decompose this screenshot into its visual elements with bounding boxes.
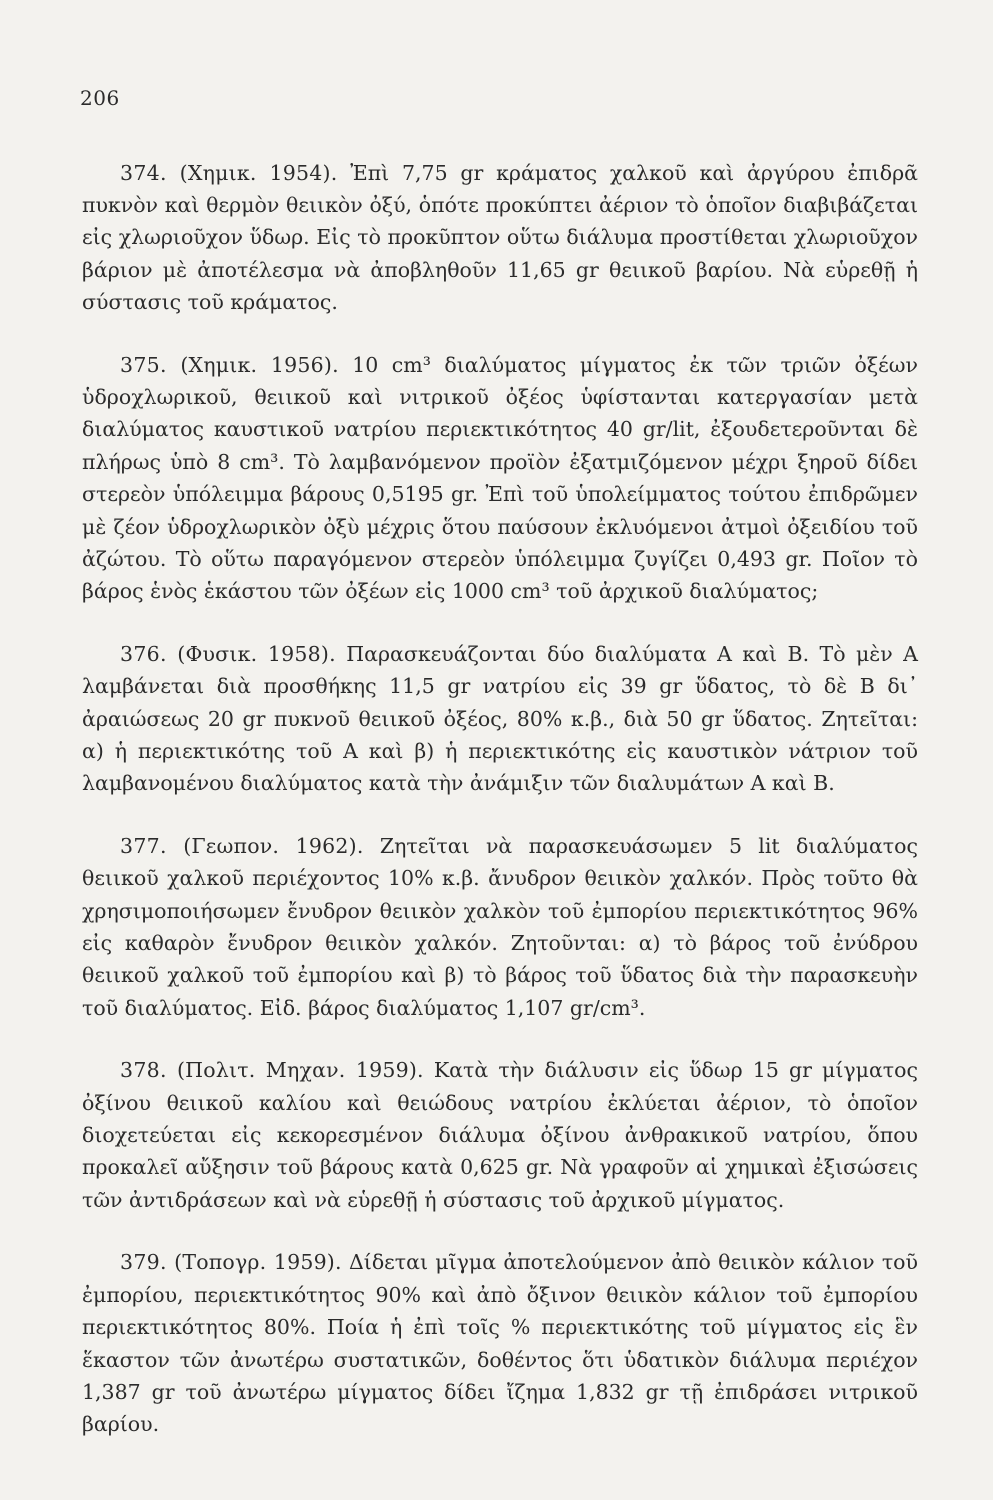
problem-376 — [82, 638, 918, 800]
problem-source: (Πολιτ. Μηχαν. 1959). — [176, 1058, 424, 1083]
problem-text: Ζητεῖται νὰ παρασκευάσωμεν 5 lit διαλύματος θειικοῦ χαλκοῦ περιέχοντος 10% κ.β. ἄνυδρον θειικὸν χαλκόν. Πρὸς τοῦτο θὰ χρησιμοποιήσωμεν ἔνυδρον θειικὸν χαλκὸν τοῦ ἐμπορίου περιεκτικότητος 96% εἰς καθαρὸν ἔνυδρον θειικὸν χαλκόν. Ζητοῦνται: α) τὸ βάρος τοῦ ἐνύδρου θειικοῦ χαλκοῦ τοῦ ἐμπορίου καὶ β) τὸ βάρος τοῦ ὕδατος διὰ τὴν παρασκευὴν τοῦ διαλύματος. Εἰδ. βάρος διαλύματος 1,107 gr/cm³. — [82, 833, 918, 1020]
problem-source: (Γεωπον. 1962). — [183, 833, 364, 858]
problem-source: (Χημικ. 1956). — [180, 352, 339, 377]
problem-374 — [82, 157, 918, 319]
problem-text: Κατὰ τὴν διάλυσιν εἰς ὕδωρ 15 gr μίγματος ὀξίνου θειικοῦ καλίου καὶ θειώδους νατρίου ἐκλύεται ἀέριον, τὸ ὁποῖον διοχετεύεται εἰς κεκορεσμένον διάλυμα ὀξίνου ἀνθρακικοῦ νατρίου, ὅπου προκαλεῖ αὔξησιν τοῦ βάρους κατὰ 0,625 gr. Νὰ γραφοῦν αἱ χημικαὶ ἐξισώσεις τῶν ἀντιδράσεων καὶ νὰ εὑρεθῇ ἡ σύστασις τοῦ ἀρχικοῦ μίγματος. — [82, 1058, 918, 1212]
problem-377 — [82, 830, 918, 1024]
problem-source: (Τοπογρ. 1959). — [174, 1250, 342, 1275]
problem-text: Παρασκευάζονται δύο διαλύματα Α καὶ Β. Τὸ μὲν Α λαμβάνεται διὰ προσθήκης 11,5 gr νατρίου εἰς 39 gr ὕδατος, τὸ δὲ Β δι᾽ ἀραιώσεως 20 gr πυκνοῦ θειικοῦ ὀξέος, 80% κ.β., διὰ 50 gr ὕδατος. Ζητεῖται: α) ἡ περιεκτικότης τοῦ Α καὶ β) ἡ περιεκτικότης εἰς καυστικὸν νάτριον τοῦ λαμβανομένου διαλύματος κατὰ τὴν ἀνάμιξιν τῶν διαλυμάτων Α καὶ Β. — [82, 641, 918, 796]
problem-375 — [82, 349, 918, 608]
problem-number: 378. — [120, 1058, 167, 1083]
problem-379 — [82, 1246, 918, 1440]
problem-source: (Φυσικ. 1958). — [177, 641, 336, 666]
problem-number: 376. — [120, 641, 167, 666]
problem-source: (Χημικ. 1954). — [179, 160, 338, 185]
problem-list — [82, 136, 918, 1461]
problem-number: 374. — [120, 160, 167, 185]
page-number: 206 — [80, 86, 120, 110]
problem-text: Δίδεται μῖγμα ἀποτελούμενον ἀπὸ θειικὸν κάλιον τοῦ ἐμπορίου, περιεκτικότητος 90% καὶ ἀπὸ ὄξινον θειικὸν κάλιον τοῦ ἐμπορίου περιεκτικότητος 80%. Ποία ἡ ἐπὶ τοῖς % περιεκτικότης τοῦ μίγματος εἰς ἓν ἕκαστον τῶν ἀνωτέρω συστατικῶν, δοθέντος ὅτι ὑδατικὸν διάλυμα περιέχον 1,387 gr τοῦ ἀνωτέρω μίγματος δίδει ἴζημα 1,832 gr τῇ ἐπιδράσει νιτρικοῦ βαρίου. — [82, 1250, 918, 1437]
problem-number: 377. — [120, 833, 167, 858]
problem-text: 10 cm³ διαλύματος μίγματος ἐκ τῶν τριῶν ὀξέων ὑδροχλωρικοῦ, θειικοῦ καὶ νιτρικοῦ ὀξέος ὑφίστανται κατεργασίαν μετὰ διαλύματος καυστικοῦ νατρίου περιεκτικότητος 40 gr/lit, ἐξουδετεροῦνται δὲ πλήρως ὑπὸ 8 cm³. Τὸ λαμβανόμενον προϊὸν ἐξατμιζόμενον μέχρι ξηροῦ δίδει στερεὸν ὑπόλειμμα βάρους 0,5195 gr. Ἐπὶ τοῦ ὑπολείμματος τούτου ἐπιδρῶμεν μὲ ζέον ὑδροχλωρικὸν ὀξὺ μέχρις ὅτου παύσουν ἐκλυόμενοι ἀτμοὶ ὀξειδίου τοῦ ἀζώτου. Τὸ οὕτω παραγόμενον στερεὸν ὑπόλειμμα ζυγίζει 0,493 gr. Ποῖον τὸ βάρος ἑνὸς ἑκάστου τῶν ὀξέων εἰς 1000 cm³ τοῦ ἀρχικοῦ διαλύματος; — [82, 352, 918, 604]
problem-number: 375. — [120, 352, 167, 377]
problem-378 — [82, 1054, 918, 1216]
problem-text: Ἐπὶ 7,75 gr κράματος χαλκοῦ καὶ ἀργύρου ἐπιδρᾶ πυκνὸν καὶ θερμὸν θειικὸν ὀξύ, ὁπότε προκύπτει ἀέριον τὸ ὁποῖον διαβιβάζεται εἰς χλωριοῦχον ὕδωρ. Εἰς τὸ προκῦπτον οὕτω διάλυμα προστίθεται χλωριοῦχον βάριον μὲ ἀποτέλεσμα νὰ ἀποβληθοῦν 11,65 gr θειικοῦ βαρίου. Νὰ εὑρεθῇ ἡ σύστασις τοῦ κράματος. — [82, 160, 918, 315]
problem-number: 379. — [120, 1250, 167, 1275]
